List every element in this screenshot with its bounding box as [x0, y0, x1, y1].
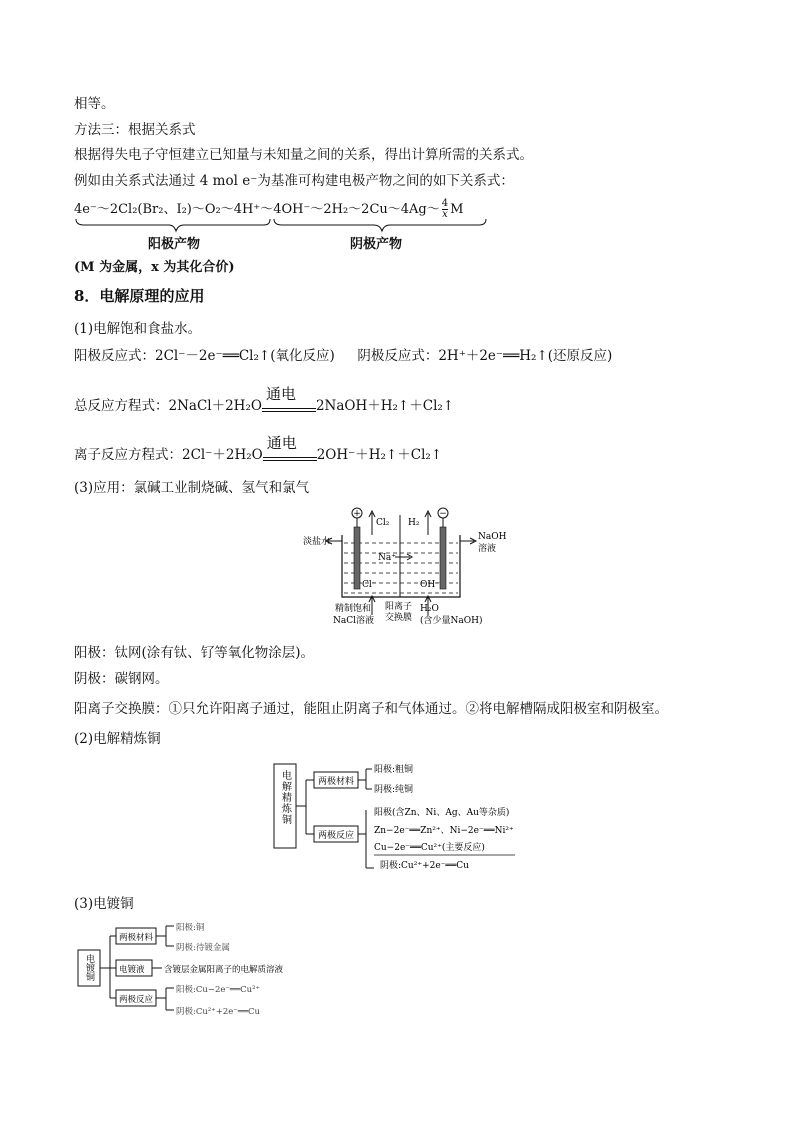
metal-symbol: M [450, 202, 464, 217]
cl2-label: Cl₂ [376, 518, 390, 528]
fraction-denominator: x [442, 209, 448, 220]
condition-label: 通电 [265, 384, 296, 403]
plate-reaction-box: 两极反应 [119, 995, 154, 1005]
ion-right: 2OH⁻＋H₂↑＋Cl₂↑ [316, 447, 443, 463]
plate-root: 电镀铜 [84, 954, 94, 981]
refine-reaction-3: 阴极:Cu²⁺+2e⁻══Cu [380, 861, 469, 871]
total-left: 2NaCl＋2H₂O [168, 398, 262, 414]
text-line: 根据得失电子守恒建立已知量与未知量之间的关系，得出计算所需的关系式。 [74, 147, 533, 163]
na-ion: Na⁺ [378, 553, 396, 563]
membrane-description: 阳离子交换膜：①只允许阳离子通过，能阻止阴离子和气体通过。②将电解槽隔成阳极室和阴极室。 [74, 701, 668, 717]
refine-anode: 阳极:粗铜 [374, 765, 414, 775]
plate-reaction-2: 阴极:Cu²⁺+2e⁻══Cu [176, 1007, 260, 1017]
refined-brine-label-1: 精制饱和 [335, 604, 372, 614]
total-equation [74, 384, 455, 416]
refine-reaction-box: 两极反应 [318, 831, 355, 841]
subsection-heading: (1)电解饱和食盐水。 [74, 321, 202, 337]
anode-material: 阳极：钛网(涂有钛、钌等氧化物涂层)。 [74, 645, 315, 661]
subsection-heading: (2)电解精炼铜 [74, 731, 161, 747]
cathode-material: 阴极：碳钢网。 [74, 671, 169, 687]
naoh-label: NaOH [478, 532, 507, 542]
condition-label: 通电 [266, 433, 297, 452]
plate-anode: 阳极:铜 [176, 923, 205, 933]
dilute-brine-label: 淡盐水 [303, 537, 331, 547]
ion-equation [74, 433, 443, 465]
chlor-alkali-cell-diagram [300, 505, 520, 631]
plate-material-box: 两极材料 [119, 933, 154, 943]
plate-reaction-1: 阳极:Cu−2e⁻══Cu²⁺ [176, 985, 260, 995]
oh-ion: OH⁻ [420, 580, 440, 590]
copper-refining-diagram [270, 760, 540, 878]
anode-eq-label: 阳极反应式： [74, 348, 155, 364]
electrode-equations [74, 347, 612, 365]
total-right: 2NaOH＋H₂↑＋Cl₂↑ [315, 398, 455, 414]
refine-reaction-1: Zn−2e⁻══Zn²⁺、Ni−2e⁻══Ni²⁺ [374, 826, 514, 836]
ion-left: 2Cl⁻＋2H₂O [182, 447, 263, 463]
water-label-2: (含少量NaOH) [420, 616, 483, 626]
subsection-heading: (3)应用：氯碱工业制烧碱、氢气和氯气 [74, 480, 310, 496]
cl-ion: Cl⁻ [362, 580, 377, 590]
anode-terminal: + [353, 509, 361, 519]
plate-bath-desc: 含镀层金属阳离子的电解质溶液 [164, 965, 284, 975]
cathode-eq: 2H⁺＋2e⁻══H₂↑(还原反应) [438, 348, 613, 364]
water-label-1: H₂O [420, 604, 439, 614]
underbraces [74, 217, 494, 233]
cathode-terminal: − [439, 509, 447, 519]
plate-bath-box: 电镀液 [119, 965, 145, 975]
note: (M 为金属，x 为其化合价) [74, 260, 235, 275]
relation-left: 4e⁻～2Cl₂(Br₂、I₂)～O₂～4H⁺ [74, 202, 261, 217]
refine-anode-impurity: 阳极(含Zn、Ni、Ag、Au等杂质) [374, 808, 510, 818]
relation-right: ～4OH⁻～2H₂～2Cu～4Ag～ [260, 202, 440, 217]
ion-label: 离子反应方程式： [74, 447, 182, 463]
anode-eq: 2Cl⁻－2e⁻══Cl₂↑(氧化反应) [155, 348, 335, 364]
electroplating-diagram [74, 920, 334, 1018]
refine-cathode: 阴极:纯铜 [374, 785, 414, 795]
h2-label: H₂ [408, 518, 420, 528]
total-label: 总反应方程式： [74, 398, 169, 414]
text-line: 例如由关系式法通过 4 mol e⁻为基准可构建电极产物之间的如下关系式： [74, 173, 514, 189]
text-line: 相等。 [74, 96, 115, 112]
refined-brine-label-2: NaCl溶液 [333, 616, 375, 626]
membrane-label-2: 交换膜 [385, 613, 413, 623]
solution-label: 溶液 [478, 544, 497, 554]
cathode-products-label: 阴极产物 [350, 237, 403, 252]
plate-cathode: 阴极:待镀金属 [176, 943, 230, 953]
condition-equals [263, 433, 317, 465]
fraction-numerator: 4 [441, 198, 449, 209]
refine-reaction-2: Cu−2e⁻══Cu²⁺(主要反应) [374, 843, 485, 853]
refine-root: 电解精炼铜 [279, 770, 291, 825]
cathode-eq-label: 阴极反应式： [357, 348, 439, 364]
refine-material-box: 两极材料 [318, 777, 355, 787]
anode-products-label: 阳极产物 [148, 237, 201, 252]
subsection-heading: (3)电镀铜 [74, 896, 134, 912]
section-heading: 8．电解原理的应用 [74, 287, 205, 305]
method-heading: 方法三：根据关系式 [74, 122, 196, 138]
membrane-label-1: 阳离子 [385, 602, 413, 612]
condition-equals [262, 384, 316, 416]
